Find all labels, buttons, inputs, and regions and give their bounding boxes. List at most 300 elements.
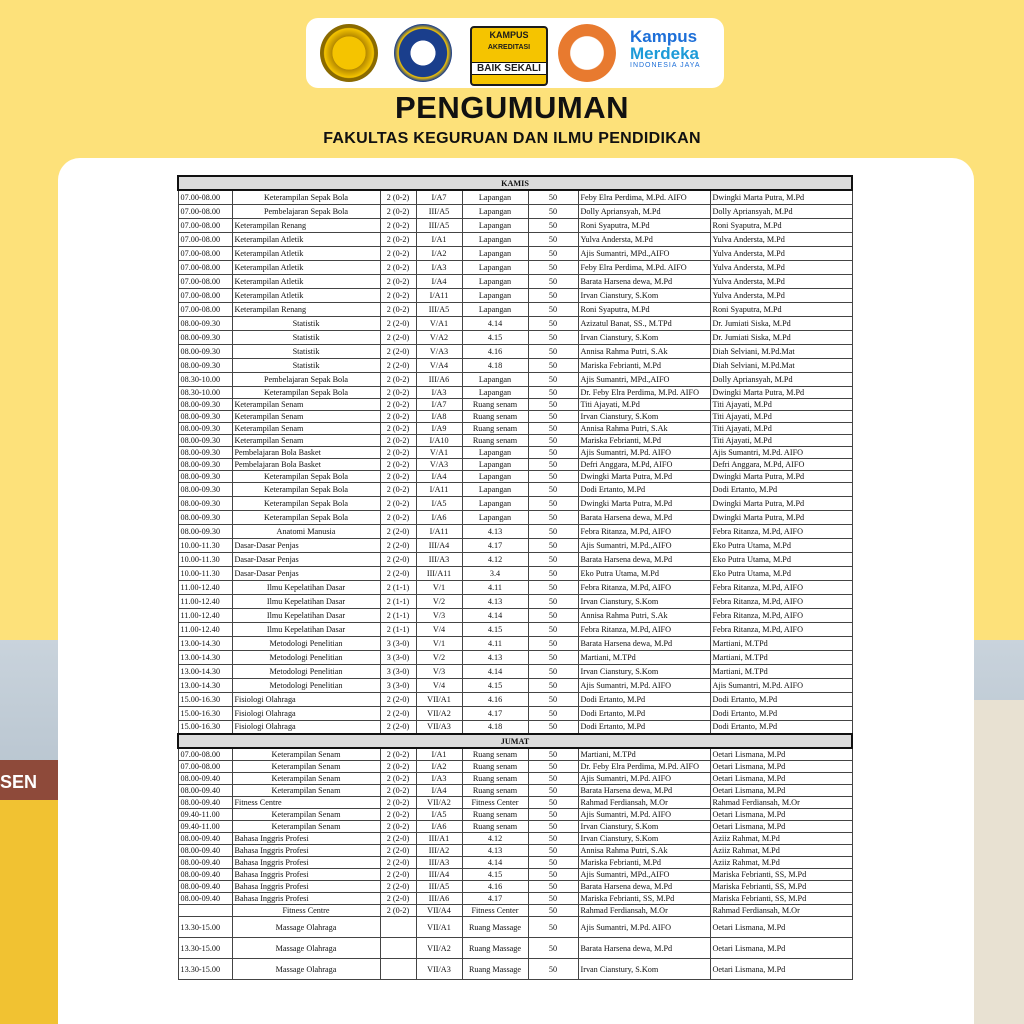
table-cell: Lapangan bbox=[462, 446, 528, 458]
table-cell: Ajis Sumantri, M.Pd. AIFO bbox=[578, 917, 710, 938]
table-cell: 2 (0-2) bbox=[380, 260, 416, 274]
table-cell: 4.11 bbox=[462, 580, 528, 594]
table-cell: Dasar-Dasar Penjas bbox=[232, 566, 380, 580]
table-cell: 13.30-15.00 bbox=[178, 959, 232, 980]
table-cell: Oetari Lismana, M.Pd bbox=[710, 959, 852, 980]
table-cell: V/4 bbox=[416, 678, 462, 692]
table-cell: 2 (0-2) bbox=[380, 434, 416, 446]
table-cell: Yulva Andersta, M.Pd bbox=[710, 232, 852, 246]
table-cell: Metodologi Penelitian bbox=[232, 664, 380, 678]
table-cell: 2 (0-2) bbox=[380, 470, 416, 482]
table-cell: Metodologi Penelitian bbox=[232, 650, 380, 664]
table-cell: 08.00-09.40 bbox=[178, 869, 232, 881]
table-cell: Keterampilan Renang bbox=[232, 302, 380, 316]
table-cell: Lapangan bbox=[462, 232, 528, 246]
table-cell: I/A2 bbox=[416, 761, 462, 773]
table-cell: Massage Olahraga bbox=[232, 938, 380, 959]
table-cell: Lapangan bbox=[462, 470, 528, 482]
table-cell: 08.30-10.00 bbox=[178, 372, 232, 386]
table-cell: V/A3 bbox=[416, 344, 462, 358]
table-cell: Eko Putra Utama, M.Pd bbox=[710, 552, 852, 566]
table-row bbox=[178, 482, 852, 496]
table-cell: Bahasa Inggris Profesi bbox=[232, 893, 380, 905]
table-cell: 08.00-09.30 bbox=[178, 422, 232, 434]
table-cell: Martiani, M.TPd bbox=[578, 650, 710, 664]
table-cell: 08.00-09.40 bbox=[178, 893, 232, 905]
table-cell: Dodi Ertanto, M.Pd bbox=[578, 706, 710, 720]
table-row bbox=[178, 330, 852, 344]
table-cell: 2 (2-0) bbox=[380, 833, 416, 845]
table-cell: Roni Syaputra, M.Pd bbox=[710, 302, 852, 316]
table-cell: 50 bbox=[528, 510, 578, 524]
table-cell: 08.00-09.30 bbox=[178, 316, 232, 330]
table-cell: 2 (0-2) bbox=[380, 482, 416, 496]
table-cell: 07.00-08.00 bbox=[178, 748, 232, 761]
table-cell: III/A6 bbox=[416, 372, 462, 386]
table-cell: Massage Olahraga bbox=[232, 959, 380, 980]
table-cell: VII/A3 bbox=[416, 959, 462, 980]
table-cell: 11.00-12.40 bbox=[178, 608, 232, 622]
table-cell: Dwingki Marta Putra, M.Pd bbox=[710, 496, 852, 510]
table-cell: Titi Ajayati, M.Pd bbox=[710, 410, 852, 422]
table-cell: VII/A2 bbox=[416, 797, 462, 809]
table-cell: Bahasa Inggris Profesi bbox=[232, 833, 380, 845]
table-cell: Fitness Centre bbox=[232, 905, 380, 917]
table-cell: Oetari Lismana, M.Pd bbox=[710, 773, 852, 785]
table-cell: Diah Selviani, M.Pd.Mat bbox=[710, 358, 852, 372]
table-cell: 2 (0-2) bbox=[380, 372, 416, 386]
table-cell: Irvan Cianstury, S.Kom bbox=[578, 410, 710, 422]
table-row bbox=[178, 938, 852, 959]
table-cell: Dr. Feby Elra Perdima, M.Pd. AIFO bbox=[578, 386, 710, 398]
table-cell: VII/A2 bbox=[416, 706, 462, 720]
table-cell: 2 (2-0) bbox=[380, 706, 416, 720]
table-row bbox=[178, 398, 852, 410]
table-cell: 50 bbox=[528, 218, 578, 232]
table-cell: V/3 bbox=[416, 608, 462, 622]
table-cell: Dwingki Marta Putra, M.Pd bbox=[710, 190, 852, 204]
table-cell: 2 (2-0) bbox=[380, 316, 416, 330]
table-cell: Diah Selviani, M.Pd.Mat bbox=[710, 344, 852, 358]
table-cell: Rahmad Ferdiansah, M.Or bbox=[578, 905, 710, 917]
table-cell: I/A4 bbox=[416, 274, 462, 288]
table-cell: Ruang senam bbox=[462, 773, 528, 785]
table-cell: 08.00-09.40 bbox=[178, 881, 232, 893]
table-cell: 08.00-09.30 bbox=[178, 524, 232, 538]
table-cell: Fisiologi Olahraga bbox=[232, 720, 380, 734]
table-cell: Dasar-Dasar Penjas bbox=[232, 538, 380, 552]
table-row bbox=[178, 470, 852, 482]
table-cell: Irvan Cianstury, S.Kom bbox=[578, 959, 710, 980]
table-cell: Keterampilan Sepak Bola bbox=[232, 386, 380, 398]
table-cell: Dolly Apriansyah, M.Pd bbox=[578, 204, 710, 218]
table-row bbox=[178, 797, 852, 809]
table-cell: III/A2 bbox=[416, 845, 462, 857]
table-cell: Ilmu Kepelatihan Dasar bbox=[232, 594, 380, 608]
table-cell: V/1 bbox=[416, 636, 462, 650]
table-cell: Keterampilan Senam bbox=[232, 773, 380, 785]
table-cell: 4.15 bbox=[462, 869, 528, 881]
page-subtitle: FAKULTAS KEGURUAN DAN ILMU PENDIDIKAN bbox=[323, 130, 701, 147]
table-cell: I/A6 bbox=[416, 821, 462, 833]
table-cell: 2 (0-2) bbox=[380, 510, 416, 524]
table-cell: Eko Putra Utama, M.Pd bbox=[578, 566, 710, 580]
table-cell: Keterampilan Senam bbox=[232, 821, 380, 833]
table-cell: Oetari Lismana, M.Pd bbox=[710, 809, 852, 821]
table-cell: Barata Harsena dewa, M.Pd bbox=[578, 785, 710, 797]
table-cell: 4.13 bbox=[462, 524, 528, 538]
page-title: PENGUMUMAN bbox=[394, 90, 630, 125]
table-cell: 2 (2-0) bbox=[380, 845, 416, 857]
table-cell: Pembelajaran Sepak Bola bbox=[232, 372, 380, 386]
table-cell: 08.00-09.30 bbox=[178, 496, 232, 510]
table-cell: 2 (2-0) bbox=[380, 330, 416, 344]
table-cell: Titi Ajayati, M.Pd bbox=[578, 398, 710, 410]
table-row bbox=[178, 344, 852, 358]
table-cell: Irvan Cianstury, S.Kom bbox=[578, 594, 710, 608]
schedule-table bbox=[177, 175, 853, 980]
table-cell: Keterampilan Sepak Bola bbox=[232, 190, 380, 204]
table-cell: 4.17 bbox=[462, 893, 528, 905]
table-cell: 50 bbox=[528, 938, 578, 959]
table-row bbox=[178, 761, 852, 773]
table-cell: 13.30-15.00 bbox=[178, 917, 232, 938]
table-cell: 4.17 bbox=[462, 538, 528, 552]
table-cell: V/2 bbox=[416, 650, 462, 664]
table-row bbox=[178, 386, 852, 398]
table-row bbox=[178, 664, 852, 678]
table-cell: 50 bbox=[528, 470, 578, 482]
table-cell: 2 (2-0) bbox=[380, 566, 416, 580]
table-cell: Irvan Cianstury, S.Kom bbox=[578, 330, 710, 344]
table-cell: 50 bbox=[528, 524, 578, 538]
table-cell: 50 bbox=[528, 580, 578, 594]
table-cell: 2 (2-0) bbox=[380, 869, 416, 881]
table-cell: Lapangan bbox=[462, 218, 528, 232]
table-cell: 15.00-16.30 bbox=[178, 692, 232, 706]
table-cell: Dodi Ertanto, M.Pd bbox=[710, 706, 852, 720]
table-row bbox=[178, 566, 852, 580]
table-cell: 08.30-10.00 bbox=[178, 386, 232, 398]
table-cell: Fisiologi Olahraga bbox=[232, 692, 380, 706]
table-cell: Barata Harsena dewa, M.Pd bbox=[578, 881, 710, 893]
table-cell: 50 bbox=[528, 410, 578, 422]
table-cell: Keterampilan Atletik bbox=[232, 246, 380, 260]
table-cell: 08.00-09.30 bbox=[178, 482, 232, 496]
table-cell: 10.00-11.30 bbox=[178, 538, 232, 552]
table-cell: 2 (2-0) bbox=[380, 552, 416, 566]
table-cell: 50 bbox=[528, 232, 578, 246]
table-row bbox=[178, 372, 852, 386]
table-cell: Ruang senam bbox=[462, 821, 528, 833]
day-header-kamis bbox=[178, 176, 852, 190]
table-cell: V/2 bbox=[416, 594, 462, 608]
table-cell: 50 bbox=[528, 316, 578, 330]
table-cell: Aziiz Rahmat, M.Pd bbox=[710, 845, 852, 857]
table-cell: Pembelajaran Bola Basket bbox=[232, 446, 380, 458]
table-cell: 08.00-09.40 bbox=[178, 845, 232, 857]
table-cell: Annisa Rahma Putri, S.Ak bbox=[578, 422, 710, 434]
table-row bbox=[178, 869, 852, 881]
table-cell: 4.11 bbox=[462, 636, 528, 650]
table-cell: 2 (0-2) bbox=[380, 302, 416, 316]
table-cell: V/A4 bbox=[416, 358, 462, 372]
table-cell: 50 bbox=[528, 622, 578, 636]
table-cell: Bahasa Inggris Profesi bbox=[232, 869, 380, 881]
table-cell: Mariska Febrianti, M.Pd bbox=[578, 434, 710, 446]
table-cell: Keterampilan Sepak Bola bbox=[232, 510, 380, 524]
table-cell: V/A3 bbox=[416, 458, 462, 470]
table-cell: 2 (1-1) bbox=[380, 608, 416, 622]
table-cell: Lapangan bbox=[462, 510, 528, 524]
table-cell: 50 bbox=[528, 386, 578, 398]
table-cell: Irvan Cianstury, S.Kom bbox=[578, 833, 710, 845]
table-cell: 10.00-11.30 bbox=[178, 566, 232, 580]
table-cell: V/A2 bbox=[416, 330, 462, 344]
table-cell: 09.40-11.00 bbox=[178, 821, 232, 833]
table-cell: Oetari Lismana, M.Pd bbox=[710, 748, 852, 761]
table-cell: Yulva Andersta, M.Pd bbox=[710, 288, 852, 302]
table-cell: 07.00-08.00 bbox=[178, 302, 232, 316]
table-cell: 50 bbox=[528, 797, 578, 809]
table-cell: Ruang senam bbox=[462, 410, 528, 422]
table-cell: Keterampilan Atletik bbox=[232, 274, 380, 288]
logo-bar bbox=[306, 18, 724, 88]
table-cell: Oetari Lismana, M.Pd bbox=[710, 917, 852, 938]
table-cell: Titi Ajayati, M.Pd bbox=[710, 434, 852, 446]
table-cell: 07.00-08.00 bbox=[178, 246, 232, 260]
table-cell: Mariska Febrianti, SS, M.Pd bbox=[710, 869, 852, 881]
table-cell: Lapangan bbox=[462, 302, 528, 316]
table-cell: 2 (0-2) bbox=[380, 809, 416, 821]
table-cell: 50 bbox=[528, 246, 578, 260]
table-cell: VII/A1 bbox=[416, 917, 462, 938]
table-row bbox=[178, 496, 852, 510]
table-cell: 50 bbox=[528, 344, 578, 358]
table-cell: Lapangan bbox=[462, 458, 528, 470]
table-cell: 2 (1-1) bbox=[380, 580, 416, 594]
table-cell: Eko Putra Utama, M.Pd bbox=[710, 538, 852, 552]
table-cell: 50 bbox=[528, 917, 578, 938]
table-cell: 2 (2-0) bbox=[380, 344, 416, 358]
table-cell: Dr. Jumiati Siska, M.Pd bbox=[710, 316, 852, 330]
table-cell: 13.00-14.30 bbox=[178, 636, 232, 650]
table-cell: 08.00-09.40 bbox=[178, 773, 232, 785]
table-cell: Annisa Rahma Putri, S.Ak bbox=[578, 845, 710, 857]
table-cell: V/A1 bbox=[416, 446, 462, 458]
table-cell: 3 (3-0) bbox=[380, 636, 416, 650]
table-cell: Lapangan bbox=[462, 190, 528, 204]
table-cell: Mariska Febrianti, M.Pd bbox=[578, 358, 710, 372]
table-cell: Statistik bbox=[232, 358, 380, 372]
table-cell: Barata Harsena dewa, M.Pd bbox=[578, 636, 710, 650]
table-cell: 50 bbox=[528, 372, 578, 386]
table-cell: 3 (3-0) bbox=[380, 678, 416, 692]
table-cell: Lapangan bbox=[462, 496, 528, 510]
table-cell: 11.00-12.40 bbox=[178, 580, 232, 594]
table-cell: 50 bbox=[528, 636, 578, 650]
table-cell: Keterampilan Senam bbox=[232, 761, 380, 773]
table-cell: 08.00-09.40 bbox=[178, 833, 232, 845]
table-cell: 50 bbox=[528, 482, 578, 496]
table-cell: Ruang senam bbox=[462, 785, 528, 797]
table-cell: Defri Anggara, M.Pd, AIFO bbox=[710, 458, 852, 470]
table-cell: Dwingki Marta Putra, M.Pd bbox=[710, 386, 852, 398]
table-cell: I/A3 bbox=[416, 386, 462, 398]
table-cell: 50 bbox=[528, 330, 578, 344]
table-cell: I/A5 bbox=[416, 809, 462, 821]
table-cell: Fitness Centre bbox=[232, 797, 380, 809]
table-row bbox=[178, 845, 852, 857]
table-cell: 50 bbox=[528, 821, 578, 833]
table-cell: 13.00-14.30 bbox=[178, 664, 232, 678]
table-cell: 2 (0-2) bbox=[380, 190, 416, 204]
table-row bbox=[178, 524, 852, 538]
table-cell: Keterampilan Atletik bbox=[232, 232, 380, 246]
table-cell: 50 bbox=[528, 748, 578, 761]
table-cell: 15.00-16.30 bbox=[178, 720, 232, 734]
table-cell: 50 bbox=[528, 446, 578, 458]
table-cell: 08.00-09.30 bbox=[178, 398, 232, 410]
table-cell: Keterampilan Sepak Bola bbox=[232, 482, 380, 496]
table-cell: 50 bbox=[528, 566, 578, 580]
table-cell: 50 bbox=[528, 458, 578, 470]
table-cell: Ruang senam bbox=[462, 748, 528, 761]
table-cell: 50 bbox=[528, 893, 578, 905]
table-cell: Lapangan bbox=[462, 274, 528, 288]
table-row bbox=[178, 959, 852, 980]
table-cell: III/A1 bbox=[416, 833, 462, 845]
table-cell: Dwingki Marta Putra, M.Pd bbox=[578, 470, 710, 482]
table-cell: 11.00-12.40 bbox=[178, 594, 232, 608]
table-cell: 08.00-09.30 bbox=[178, 434, 232, 446]
table-cell: Lapangan bbox=[462, 482, 528, 496]
table-cell: Bahasa Inggris Profesi bbox=[232, 881, 380, 893]
table-cell: 50 bbox=[528, 773, 578, 785]
table-cell: 4.12 bbox=[462, 552, 528, 566]
table-cell: III/A3 bbox=[416, 857, 462, 869]
table-row bbox=[178, 246, 852, 260]
table-cell: 2 (0-2) bbox=[380, 410, 416, 422]
table-row bbox=[178, 893, 852, 905]
table-cell: Eko Putra Utama, M.Pd bbox=[710, 566, 852, 580]
table-cell: 50 bbox=[528, 664, 578, 678]
table-row bbox=[178, 232, 852, 246]
table-cell: III/A6 bbox=[416, 893, 462, 905]
table-row bbox=[178, 260, 852, 274]
table-cell: Ruang senam bbox=[462, 809, 528, 821]
table-cell: Aziiz Rahmat, M.Pd bbox=[710, 833, 852, 845]
table-cell: III/A4 bbox=[416, 538, 462, 552]
table-cell: 2 (2-0) bbox=[380, 538, 416, 552]
table-cell: I/A9 bbox=[416, 422, 462, 434]
table-row bbox=[178, 809, 852, 821]
table-cell: Ruang senam bbox=[462, 398, 528, 410]
table-cell: Statistik bbox=[232, 316, 380, 330]
table-cell: Oetari Lismana, M.Pd bbox=[710, 938, 852, 959]
table-cell bbox=[380, 959, 416, 980]
table-row bbox=[178, 773, 852, 785]
table-cell: 4.14 bbox=[462, 608, 528, 622]
table-cell: 50 bbox=[528, 869, 578, 881]
table-cell: 2 (0-2) bbox=[380, 785, 416, 797]
table-cell: Keterampilan Senam bbox=[232, 434, 380, 446]
table-cell: Barata Harsena dewa, M.Pd bbox=[578, 510, 710, 524]
table-cell: 3 (3-0) bbox=[380, 650, 416, 664]
table-cell: III/A5 bbox=[416, 204, 462, 218]
table-cell: Lapangan bbox=[462, 260, 528, 274]
table-cell: V/3 bbox=[416, 664, 462, 678]
table-cell: 10.00-11.30 bbox=[178, 552, 232, 566]
table-cell: 4.17 bbox=[462, 706, 528, 720]
table-cell: I/A4 bbox=[416, 785, 462, 797]
table-row bbox=[178, 458, 852, 470]
table-cell: Annisa Rahma Putri, S.Ak bbox=[578, 344, 710, 358]
table-cell: Ajis Sumantri, M.Pd. AIFO bbox=[578, 678, 710, 692]
table-cell: Fisiologi Olahraga bbox=[232, 706, 380, 720]
table-cell: Ajis Sumantri, M.Pd. AIFO bbox=[578, 809, 710, 821]
table-cell: 2 (1-1) bbox=[380, 594, 416, 608]
table-cell: I/A1 bbox=[416, 748, 462, 761]
table-row bbox=[178, 650, 852, 664]
table-cell: 50 bbox=[528, 398, 578, 410]
table-cell: Keterampilan Senam bbox=[232, 748, 380, 761]
table-row bbox=[178, 552, 852, 566]
table-cell: 4.15 bbox=[462, 678, 528, 692]
table-cell: 4.16 bbox=[462, 881, 528, 893]
table-cell: 07.00-08.00 bbox=[178, 232, 232, 246]
table-cell: Yulva Andersta, M.Pd bbox=[710, 246, 852, 260]
table-cell: 07.00-08.00 bbox=[178, 288, 232, 302]
table-cell: Dodi Ertanto, M.Pd bbox=[710, 720, 852, 734]
table-row bbox=[178, 580, 852, 594]
table-cell: Titi Ajayati, M.Pd bbox=[710, 398, 852, 410]
table-cell: Martiani, M.TPd bbox=[578, 748, 710, 761]
table-cell: 50 bbox=[528, 204, 578, 218]
table-cell: Mariska Febrianti, SS, M.Pd bbox=[710, 881, 852, 893]
table-row bbox=[178, 678, 852, 692]
table-cell: Martiani, M.TPd bbox=[710, 664, 852, 678]
table-cell bbox=[380, 917, 416, 938]
table-cell: Ajis Sumantri, MPd.,AIFO bbox=[578, 372, 710, 386]
table-cell: 50 bbox=[528, 706, 578, 720]
table-cell: 2 (0-2) bbox=[380, 422, 416, 434]
table-cell: Martiani, M.TPd bbox=[710, 636, 852, 650]
table-cell: Ruang Massage bbox=[462, 959, 528, 980]
table-cell: Roni Syaputra, M.Pd bbox=[710, 218, 852, 232]
table-cell: 50 bbox=[528, 594, 578, 608]
table-cell: Anatomi Manusia bbox=[232, 524, 380, 538]
table-cell: Yulva Andersta, M.Pd bbox=[710, 274, 852, 288]
table-cell: 4.16 bbox=[462, 692, 528, 706]
table-cell: Yulva Andersta, M.Pd bbox=[578, 232, 710, 246]
table-cell: Barata Harsena dewa, M.Pd bbox=[578, 938, 710, 959]
table-cell: 2 (0-2) bbox=[380, 905, 416, 917]
table-cell: 08.00-09.30 bbox=[178, 458, 232, 470]
table-row bbox=[178, 608, 852, 622]
table-row bbox=[178, 410, 852, 422]
table-cell: Pembelajaran Sepak Bola bbox=[232, 204, 380, 218]
table-cell: 4.14 bbox=[462, 316, 528, 330]
table-cell: 50 bbox=[528, 434, 578, 446]
table-row bbox=[178, 881, 852, 893]
table-cell: Lapangan bbox=[462, 372, 528, 386]
table-cell: Ruang Massage bbox=[462, 938, 528, 959]
table-row bbox=[178, 446, 852, 458]
table-cell: 08.00-09.30 bbox=[178, 410, 232, 422]
table-cell: 08.00-09.40 bbox=[178, 857, 232, 869]
table-cell: Ruang Massage bbox=[462, 917, 528, 938]
